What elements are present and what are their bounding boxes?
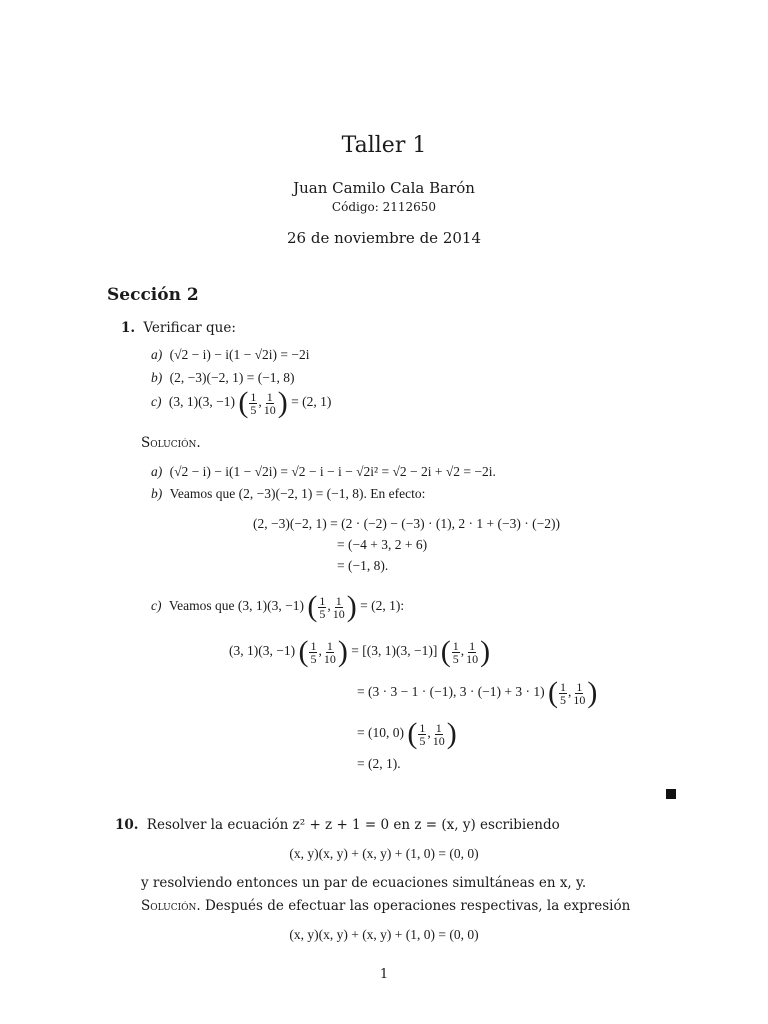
fraction: $\frac{1}{10}$ — [323, 638, 336, 666]
fraction: $\frac{1}{10}$ — [466, 638, 479, 666]
problem-statement: Verificar que: — [143, 320, 236, 336]
item-c: c) (3, 1)(3, −1) ( $\frac{1}{5}$ , $\frac{1}{10}$ ) = (2, 1) — [151, 386, 332, 419]
qed-square-icon — [666, 789, 676, 799]
author-name: Juan Camilo Cala Barón — [293, 179, 475, 197]
item-label: b) — [151, 370, 163, 385]
item-label: b) — [151, 486, 163, 501]
problem-statement: Resolver la ecuación z² + z + 1 = 0 en z = (x, y) escribiendo — [146, 817, 560, 833]
fraction: $\frac{1}{10}$ — [432, 720, 445, 748]
solution-intro: Veamos que (3, 1)(3, −1) — [168, 598, 304, 614]
derivation-line: = (3 · 3 − 1 · (−1), 3 · (−1) + 3 · 1) ( $\frac{1}{5}$ , $\frac{1}{10}$ ) — [357, 676, 598, 709]
problem-number: 1. — [121, 320, 136, 336]
item-label: a) — [151, 347, 163, 362]
display-equation: (x, y)(x, y) + (x, y) + (1, 0) = (0, 0) — [289, 927, 479, 942]
solution-b — [151, 486, 425, 502]
fraction: $\frac{1}{5}$ — [310, 638, 317, 666]
solution-label: Solución. — [141, 435, 201, 451]
derivation-line: (2, −3)(−2, 1) = (2 · (−2) − (−3) · (1), 2 · 1 + (−3) · (−2)) — [253, 516, 560, 531]
item-label: a) — [151, 464, 163, 479]
derivation-line: = (−4 + 3, 2 + 6) — [337, 537, 428, 552]
fraction: $\frac{1}{10}$ — [263, 389, 276, 417]
problem-1 — [121, 320, 236, 336]
fraction: $\frac{1}{5}$ — [250, 389, 257, 417]
solution-intro: Veamos que (2, −3)(−2, 1) = (−1, 8). En efecto: — [169, 486, 426, 501]
solution-intro-post: = (2, 1): — [360, 598, 405, 614]
section-heading: Sección 2 — [107, 285, 199, 305]
left-paren: ( — [238, 386, 249, 419]
derivation-line: = (2, 1). — [357, 756, 401, 771]
derivation-line: = (−1, 8). — [337, 558, 389, 573]
fraction: $\frac{1}{5}$ — [319, 593, 326, 621]
problem-number: 10. — [115, 817, 139, 833]
solution-a — [151, 464, 496, 480]
problem-10 — [115, 817, 560, 833]
fraction: $\frac{1}{10}$ — [332, 593, 345, 621]
item-a — [151, 347, 310, 363]
item-equation: (2, −3)(−2, 1) = (−1, 8) — [169, 370, 295, 385]
solution-label: Solución. — [141, 898, 201, 914]
student-code: Código: 2112650 — [331, 200, 437, 214]
item-label: c) — [151, 598, 162, 614]
fraction: $\frac{1}{5}$ — [560, 679, 567, 707]
document-date: 26 de noviembre de 2014 — [286, 229, 481, 247]
right-paren: ) — [277, 386, 288, 419]
item-label: c) — [151, 394, 162, 410]
fraction: $\frac{1}{10}$ — [573, 679, 586, 707]
page-number: 1 — [379, 967, 389, 982]
derivation-line: = (10, 0) ( $\frac{1}{5}$ , $\frac{1}{10}$ ) — [357, 717, 457, 750]
item-equation-pre: (3, 1)(3, −1) — [168, 394, 235, 410]
item-b — [151, 370, 295, 386]
solution-text: Después de efectuar las operaciones respectivas, la expresión — [204, 898, 631, 914]
item-equation: (√2 − i) − i(1 − √2i) = −2i — [169, 347, 310, 362]
derivation-line: (3, 1)(3, −1) ( $\frac{1}{5}$ , $\frac{1}{10}$ ) = [(3, 1)(3, −1)] ( $\frac{1}{5}$ , $\frac{1}{10}$ ) — [229, 635, 491, 668]
fraction: $\frac{1}{5}$ — [419, 720, 426, 748]
left-paren: ( — [307, 590, 318, 623]
solution-c: c) Veamos que (3, 1)(3, −1) ( $\frac{1}{5}$ , $\frac{1}{10}$ ) = (2, 1): — [151, 590, 405, 623]
problem-followup: y resolviendo entonces un par de ecuaciones simultáneas en x, y. — [141, 875, 587, 891]
fraction: $\frac{1}{5}$ — [452, 638, 459, 666]
solution-paragraph — [141, 898, 630, 914]
item-equation-post: = (2, 1) — [291, 394, 332, 410]
document-title: Taller 1 — [341, 133, 427, 158]
solution-equation: (√2 − i) − i(1 − √2i) = √2 − i − i − √2i² = √2 − 2i + √2 = −2i. — [169, 464, 496, 479]
display-equation: (x, y)(x, y) + (x, y) + (1, 0) = (0, 0) — [289, 846, 479, 861]
right-paren: ) — [346, 590, 357, 623]
